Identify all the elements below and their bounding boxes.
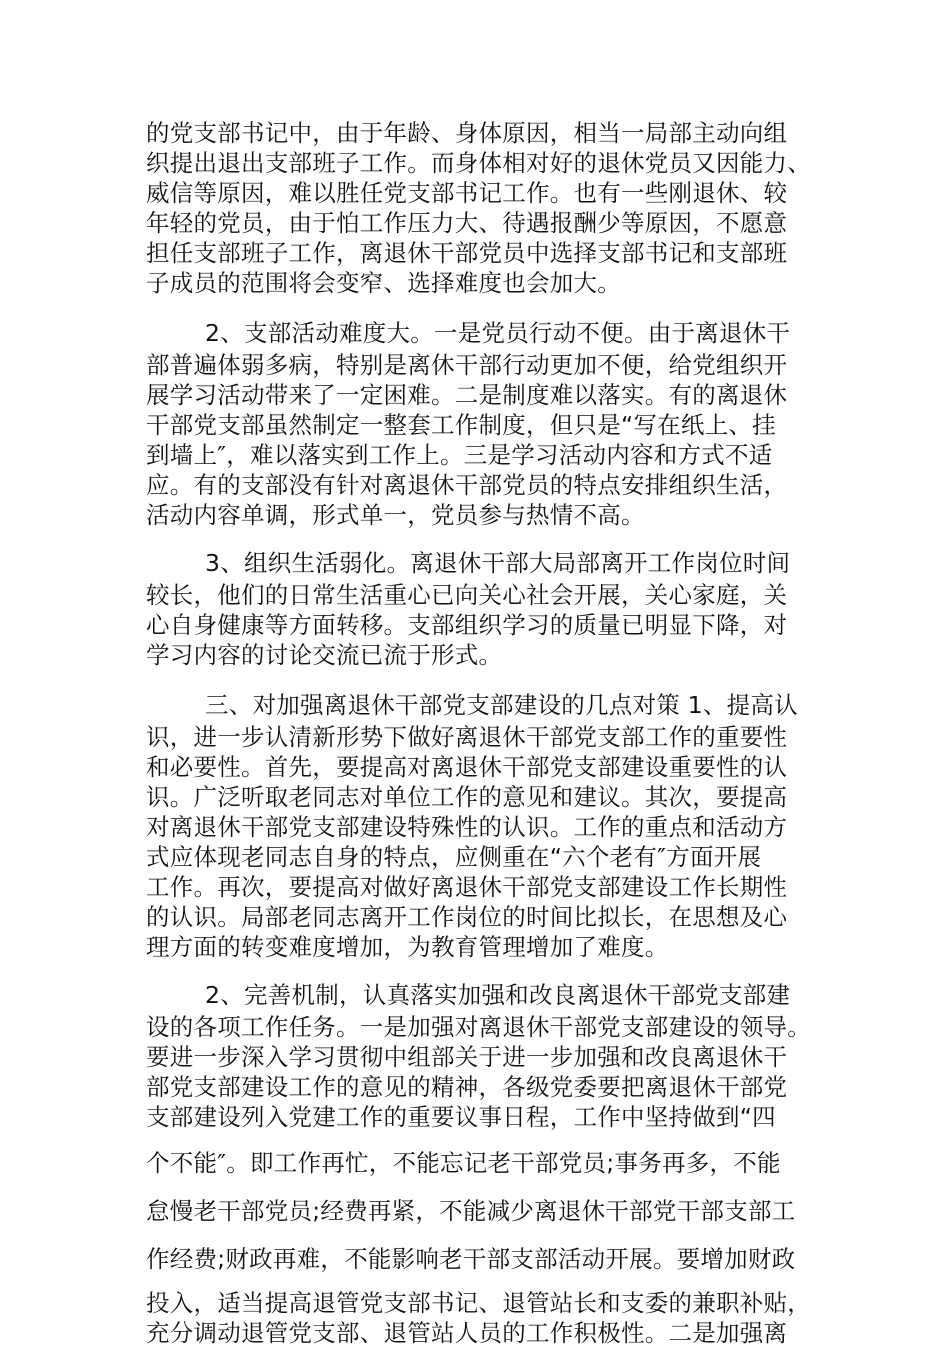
paragraph-start-line: 3、组织生活弱化。离退休干部大局部离开工作岗位时间 (205, 549, 791, 577)
text-line: 的党支部书记中，由于年龄、身体原因，相当一局部主动向组 (146, 119, 788, 147)
text-line: 工作。再次，要提高对做好离退休干部党支部建设工作长期性 (146, 873, 788, 901)
text-line: 威信等原因，难以胜任党支部书记工作。也有一些刚退休、较 (146, 179, 788, 207)
text-line: 心自身健康等方面转移。支部组织学习的质量已明显下降，对 (146, 611, 788, 639)
text-line: 个不能″。即工作再忙，不能忘记老干部党员;事务再多，不能 (146, 1149, 781, 1177)
text-line: 年轻的党员，由于怕工作压力大、待遇报酬少等原因，不愿意 (146, 209, 788, 237)
text-line: 学习内容的讨论交流已流于形式。 (146, 641, 503, 669)
paragraph-start-line: 2、支部活动难度大。一是党员行动不便。由于离退休干 (205, 319, 791, 347)
text-line: 理方面的转变难度增加，为教育管理增加了难度。 (146, 933, 669, 961)
text-line: 作经费;财政再难，不能影响老干部支部活动开展。要增加财政 (146, 1245, 796, 1273)
text-line: 的认识。局部老同志离开工作岗位的时间比拟长，在思想及心 (146, 903, 788, 931)
paragraph-start-line: 2、完善机制，认真落实加强和改良离退休干部党支部建 (205, 981, 791, 1009)
text-line: 应。有的支部没有针对离退休干部党员的特点安排组织生活， (146, 471, 788, 499)
text-line: 识。广泛听取老同志对单位工作的意见和建议。其次，要提高 (146, 783, 788, 811)
text-line: 织提出退出支部班子工作。而身体相对好的退休党员又因能力、 (146, 149, 811, 177)
text-line: 干部党支部虽然制定一整套工作制度，但只是“写在纸上、挂 (146, 411, 776, 439)
text-line: 式应体现老同志自身的特点，应侧重在“六个老有″方面开展 (146, 843, 762, 871)
text-line: 较长，他们的日常生活重心已向关心社会开展，关心家庭，关 (146, 581, 788, 609)
text-line: 部党支部建设工作的意见的精神，各级党委要把离退休干部党 (146, 1073, 788, 1101)
text-line: 充分调动退管党支部、退管站人员的工作积极性。二是加强离 (146, 1319, 788, 1347)
text-line: 支部建设列入党建工作的重要议事日程，工作中坚持做到“四 (146, 1103, 776, 1131)
text-line: 设的各项工作任务。一是加强对离退休干部党支部建设的领导。 (146, 1013, 811, 1041)
text-line: 要进一步深入学习贯彻中组部关于进一步加强和改良离退休干 (146, 1043, 788, 1071)
section-heading-line: 三、对加强离退休干部党支部建设的几点对策 1、提高认 (205, 691, 798, 719)
text-line: 担任支部班子工作，离退休干部党员中选择支部书记和支部班 (146, 239, 788, 267)
text-line: 到墙上″，难以落实到工作上。三是学习活动内容和方式不适 (146, 441, 773, 469)
text-line: 对离退休干部党支部建设特殊性的认识。工作的重点和活动方 (146, 813, 788, 841)
text-line: 活动内容单调，形式单一，党员参与热情不高。 (146, 501, 645, 529)
text-line: 和必要性。首先，要提高对离退休干部党支部建设重要性的认 (146, 753, 788, 781)
text-line: 怠慢老干部党员;经费再紧，不能减少离退休干部党干部支部工 (146, 1197, 796, 1225)
text-line: 识，进一步认清新形势下做好离退休干部党支部工作的重要性 (146, 723, 788, 751)
text-line: 子成员的范围将会变窄、选择难度也会加大。 (146, 269, 621, 297)
text-line: 展学习活动带来了一定困难。二是制度难以落实。有的离退休 (146, 381, 788, 409)
text-line: 投入，适当提高退管党支部书记、退管站长和支委的兼职补贴， (146, 1289, 811, 1317)
text-line: 部普遍体弱多病，特别是离休干部行动更加不便，给党组织开 (146, 351, 788, 379)
